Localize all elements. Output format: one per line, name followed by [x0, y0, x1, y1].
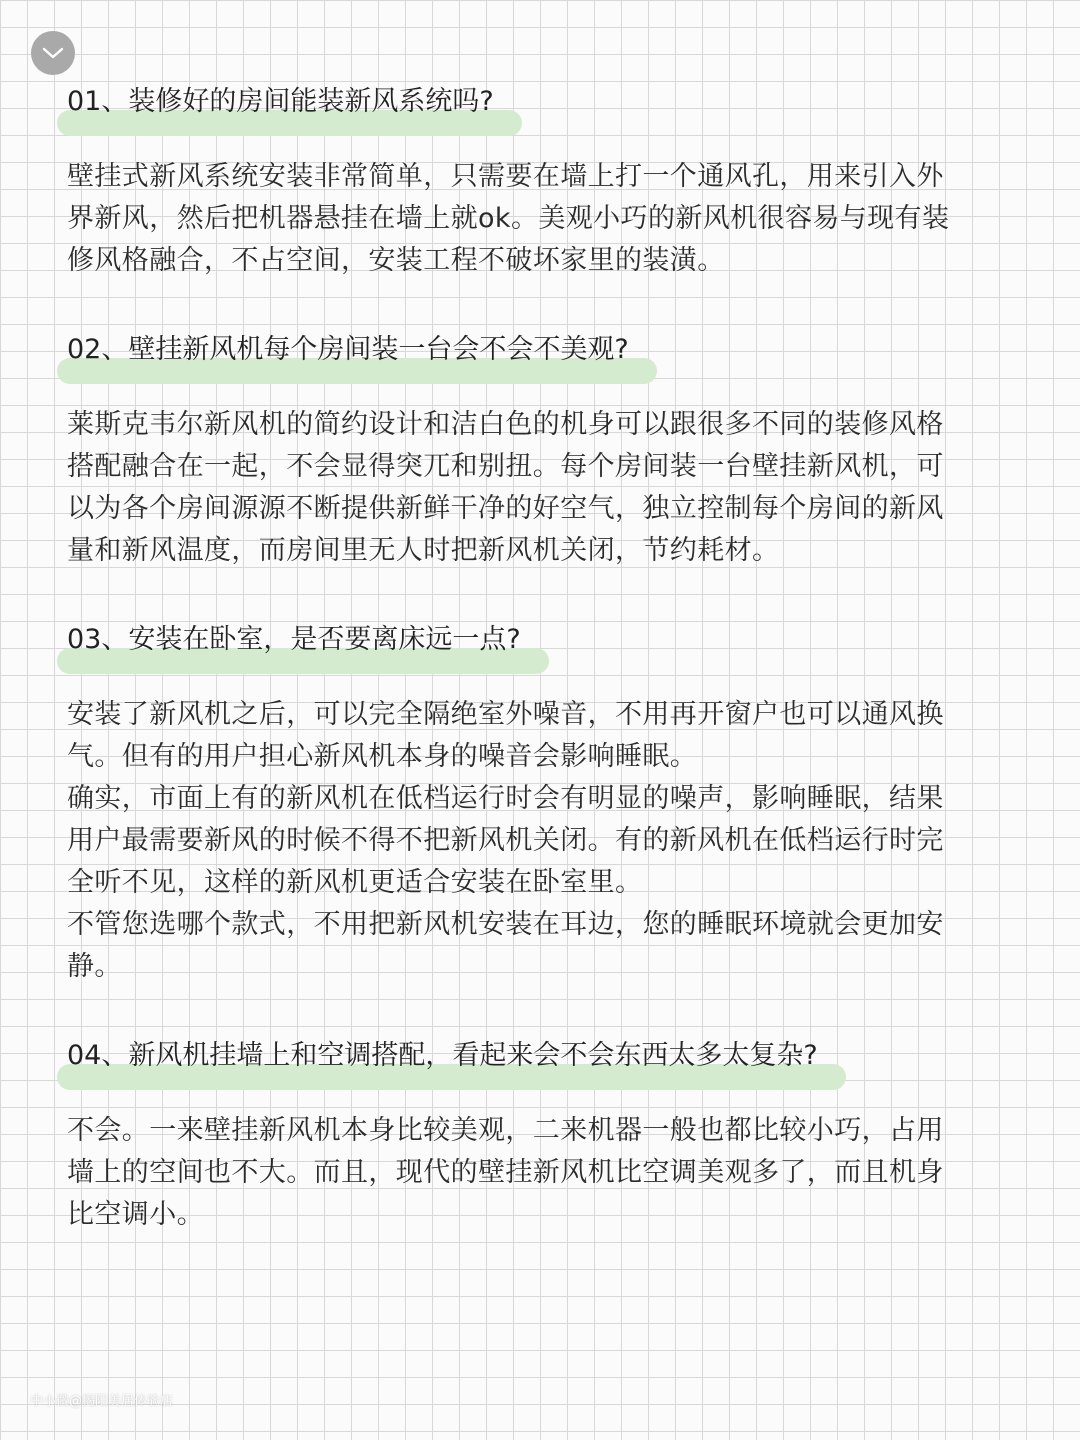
heading-wrap — [67, 622, 539, 658]
heading-wrap — [67, 1038, 836, 1074]
chevron-down-icon — [42, 46, 64, 60]
faq-section-03 — [67, 622, 967, 988]
article-content — [67, 84, 967, 1286]
section-heading: 01、装修好的房间能装新风系统吗? — [67, 86, 494, 117]
faq-section-04 — [67, 1038, 967, 1236]
watermark: 中小微@揭阳美居体验店 — [30, 1394, 174, 1409]
faq-section-02 — [67, 332, 967, 572]
section-paragraph: 莱斯克韦尔新风机的简约设计和洁白色的机身可以跟很多不同的装修风格搭配融合在一起，不会显得突兀和别扭。每个房间装一台壁挂新风机，可以为各个房间源源不断提供新鲜干净的好空气，独立控制每个房间的新风量和新风温度，而房间里无人时把新风机关闭，节约耗材。 — [67, 409, 944, 566]
section-paragraph: 安装了新风机之后，可以完全隔绝室外噪音，不用再开窗户也可以通风换气。但有的用户担心新风机本身的噪音会影响睡眠。 — [67, 699, 944, 772]
heading-wrap — [67, 332, 647, 368]
section-heading: 03、安装在卧室，是否要离床远一点? — [67, 624, 521, 655]
section-heading: 04、新风机挂墙上和空调搭配，看起来会不会东西太多太复杂? — [67, 1040, 818, 1071]
collapse-button[interactable] — [31, 31, 75, 75]
heading-wrap — [67, 84, 512, 120]
section-paragraph: 确实，市面上有的新风机在低档运行时会有明显的噪声，影响睡眠，结果用户最需要新风的时候不得不把新风机关闭。有的新风机在低档运行时完全听不见，这样的新风机更适合安装在卧室里。 — [67, 783, 944, 898]
section-paragraph: 壁挂式新风系统安装非常简单，只需要在墙上打一个通风孔，用来引入外界新风，然后把机器悬挂在墙上就ok。美观小巧的新风机很容易与现有装修风格融合，不占空间，安装工程不破坏家里的装潢。 — [67, 161, 950, 276]
section-paragraph: 不会。一来壁挂新风机本身比较美观，二来机器一般也都比较小巧，占用墙上的空间也不大。而且，现代的壁挂新风机比空调美观多了，而且机身比空调小。 — [67, 1115, 944, 1230]
section-paragraph: 不管您选哪个款式，不用把新风机安装在耳边，您的睡眠环境就会更加安静。 — [67, 909, 944, 982]
faq-section-01 — [67, 84, 967, 282]
section-heading: 02、壁挂新风机每个房间装一台会不会不美观? — [67, 334, 629, 365]
